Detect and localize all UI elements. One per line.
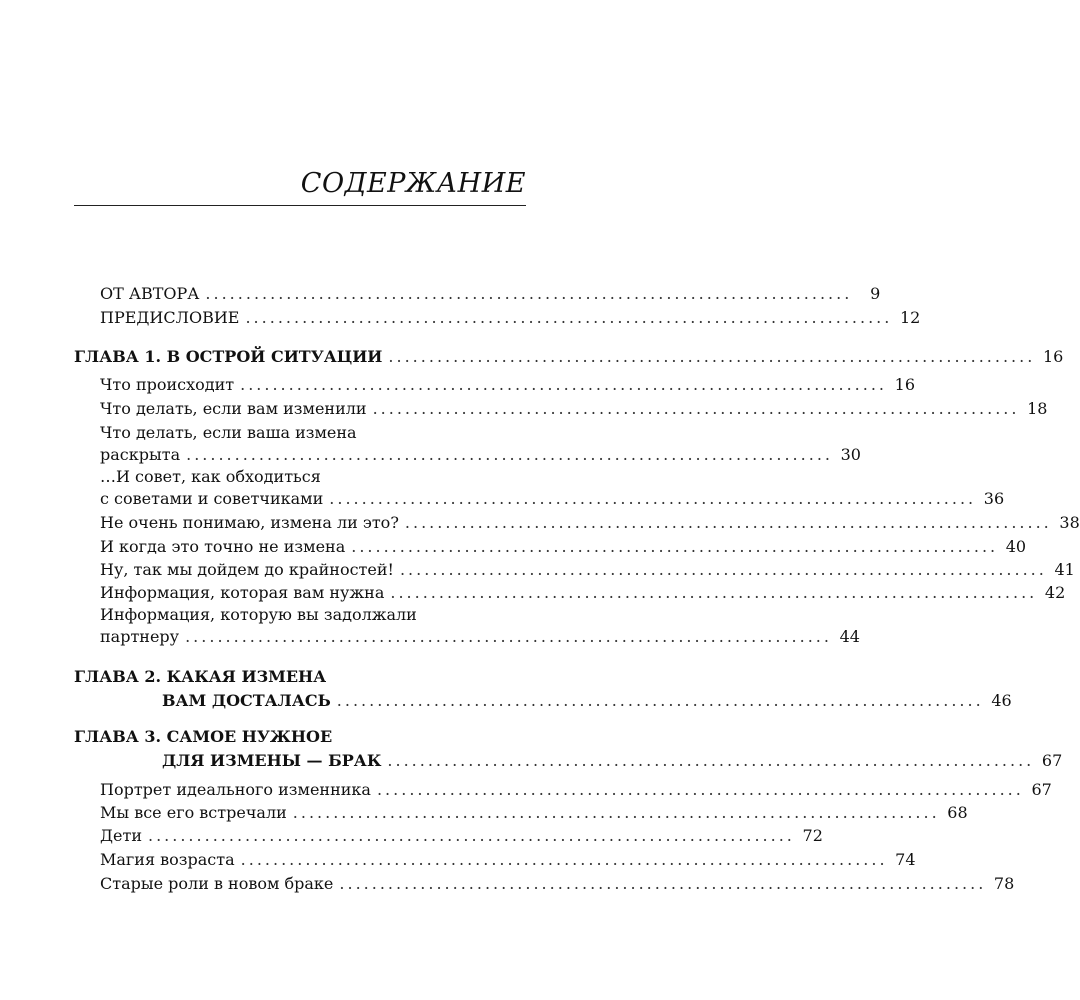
toc-entry-page: 74 [895, 850, 916, 869]
toc-entry-line1: Что делать, если ваша измена [100, 423, 357, 442]
toc-entry-page: 16 [894, 375, 915, 394]
toc-entry-label: партнеру [100, 627, 180, 646]
toc-entry-page: 12 [899, 308, 921, 327]
toc-entry[interactable] [74, 511, 1080, 535]
toc-entry-page: 36 [983, 489, 1005, 508]
toc-entry-label: Не очень понимаю, измена ли это? [100, 513, 399, 532]
toc-entry-line1: …И совет, как обходиться [100, 467, 321, 486]
dot-leader: ................................................................................ [245, 308, 893, 327]
toc-entry-page: 68 [947, 803, 968, 822]
toc-entry-page: 16 [1042, 347, 1064, 366]
toc-entry-label: Старые роли в новом браке [100, 874, 334, 893]
dot-leader: ................................................................................ [339, 874, 987, 893]
dot-leader: ................................................................................ [329, 489, 977, 508]
dot-leader: ................................................................................ [186, 445, 833, 464]
dot-leader: ................................................................................ [390, 583, 1038, 602]
toc-chapter-3[interactable] [74, 749, 1063, 773]
dot-leader: ................................................................................ [404, 513, 1052, 532]
dot-leader: ................................................................................ [336, 691, 984, 710]
title-rule [74, 205, 526, 206]
dot-leader: ................................................................................ [185, 627, 832, 646]
toc-entry[interactable] [74, 801, 968, 825]
toc-entry-page: 67 [1041, 751, 1063, 770]
toc-entry[interactable] [74, 872, 1015, 896]
toc-entry-label: Дети [100, 826, 142, 845]
toc-entry[interactable] [74, 558, 1075, 582]
toc-chapter-3-line1: ГЛАВА 3. САМОЕ НУЖНОЕ [74, 727, 333, 746]
toc-entry-label: ПРЕДИСЛОВИЕ [100, 308, 240, 327]
toc-entry[interactable] [74, 625, 860, 649]
toc-entry[interactable] [74, 487, 1005, 511]
toc-entry-label: И когда это точно не измена [100, 537, 346, 556]
toc-chapter-2[interactable] [74, 689, 1012, 713]
toc-entry-label: Портрет идеального изменника [100, 780, 371, 799]
toc-chapter-label: ВАМ ДОСТАЛАСЬ [162, 691, 331, 710]
toc-entry-label: раскрыта [100, 445, 181, 464]
dot-leader: ................................................................................ [148, 826, 795, 845]
dot-leader: ................................................................................ [205, 284, 853, 303]
toc-entry-page: 46 [991, 691, 1012, 710]
dot-leader: ................................................................................ [372, 399, 1020, 418]
toc-entry-label: Магия возраста [100, 850, 235, 869]
toc-entry-label: Информация, которая вам нужна [100, 583, 385, 602]
dot-leader: ................................................................................ [388, 347, 1036, 366]
dot-leader: ................................................................................ [376, 780, 1024, 799]
toc-entry-page: 9 [870, 284, 881, 303]
dot-leader: ................................................................................ [399, 560, 1047, 579]
page-title: СОДЕРЖАНИЕ [300, 168, 526, 199]
toc-chapter-label: ДЛЯ ИЗМЕНЫ — БРАК [162, 751, 382, 770]
toc-entry[interactable] [74, 535, 1027, 559]
toc-entry-page: 38 [1059, 513, 1080, 532]
toc-entry-label: с советами и советчиками [100, 489, 324, 508]
dot-leader: ................................................................................ [351, 537, 999, 556]
dot-leader: ................................................................................ [292, 803, 940, 822]
toc-entry[interactable] [74, 778, 1052, 802]
toc-entry-from-author[interactable] [74, 282, 881, 306]
toc-entry[interactable] [74, 443, 861, 467]
dot-leader: ................................................................................ [240, 375, 887, 394]
toc-entry-line1: Информация, которую вы задолжали [100, 605, 417, 624]
toc-entry-label: Мы все его встречали [100, 803, 287, 822]
dot-leader: ................................................................................ [240, 850, 888, 869]
dot-leader: ................................................................................ [387, 751, 1035, 770]
toc-entry-page: 44 [839, 627, 860, 646]
toc-chapter-2-line1: ГЛАВА 2. КАКАЯ ИЗМЕНА [74, 667, 327, 686]
toc-entry[interactable] [74, 848, 916, 872]
toc-entry-label: ОТ АВТОРА [100, 284, 200, 303]
toc-entry-page: 40 [1005, 537, 1027, 556]
toc-entry-label: Ну, так мы дойдем до крайностей! [100, 560, 394, 579]
toc-entry-page: 30 [840, 445, 861, 464]
toc-entry-label: Что делать, если вам изменили [100, 399, 367, 418]
toc-entry[interactable] [74, 397, 1048, 421]
toc-entry[interactable] [74, 581, 1066, 605]
toc-entry-page: 42 [1044, 583, 1066, 602]
toc-entry-preface[interactable] [74, 306, 921, 330]
toc-entry-page: 67 [1031, 780, 1052, 799]
toc-entry-page: 78 [993, 874, 1015, 893]
toc-chapter-label: ГЛАВА 1. В ОСТРОЙ СИТУАЦИИ [74, 347, 383, 366]
toc-chapter-1[interactable] [74, 345, 1064, 369]
toc-entry[interactable] [74, 824, 823, 848]
toc-entry-page: 41 [1054, 560, 1075, 579]
toc-entry-label: Что происходит [100, 375, 235, 394]
toc-entry-page: 72 [802, 826, 823, 845]
toc-entry[interactable] [74, 373, 915, 397]
toc-entry-page: 18 [1027, 399, 1048, 418]
